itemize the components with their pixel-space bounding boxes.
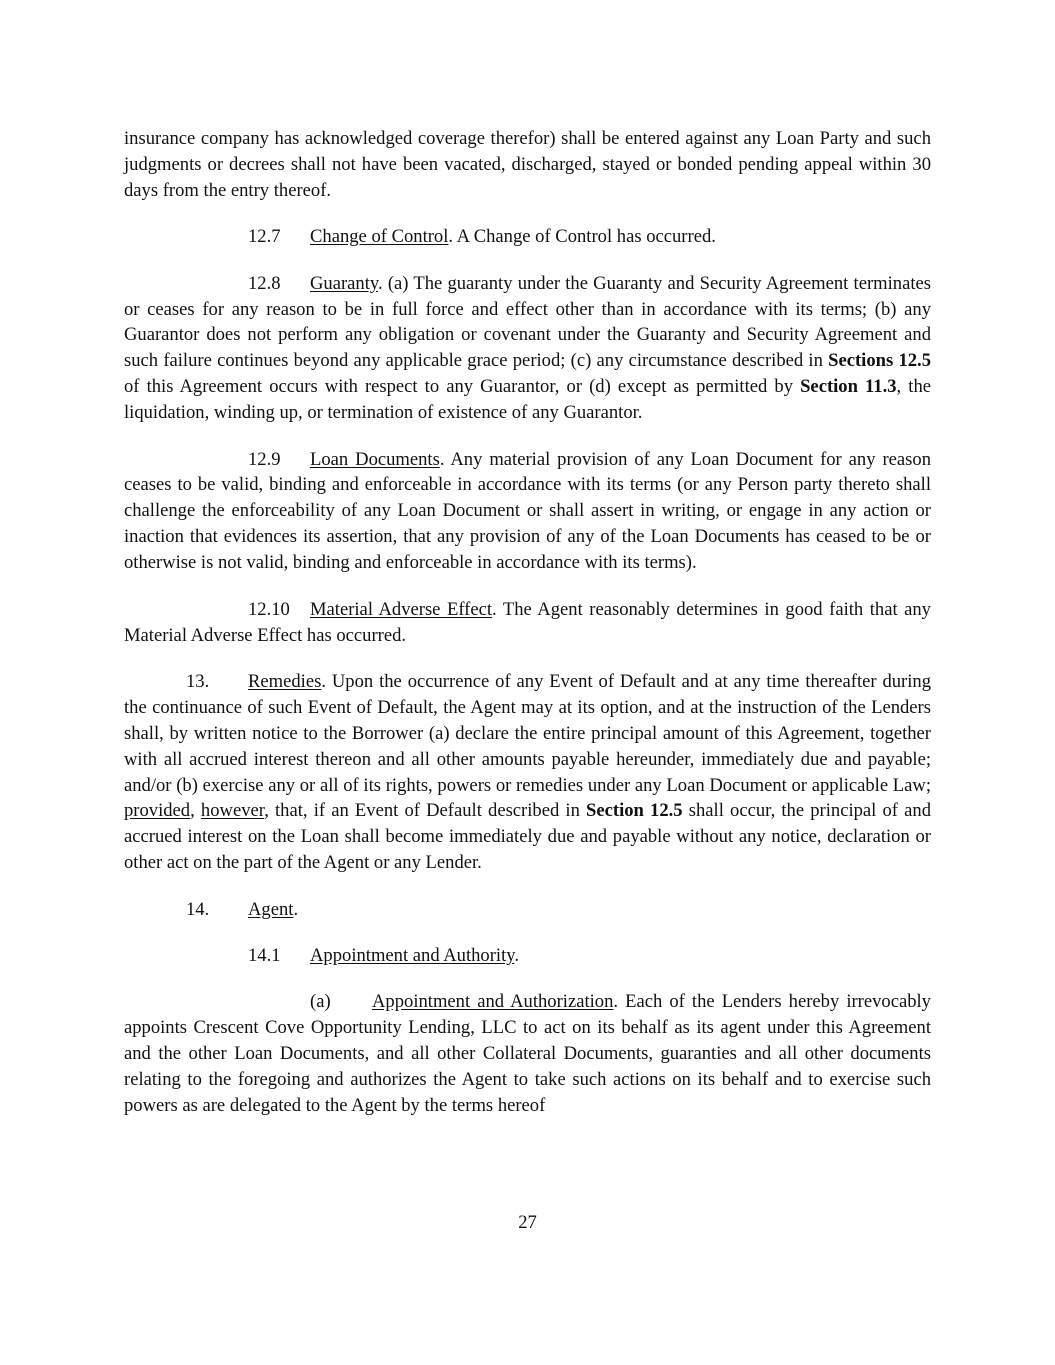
section-heading: Guaranty [310,272,378,294]
paragraph-continuation [124,126,931,204]
section-heading: Appointment and Authorization [372,991,614,1013]
section-heading: Loan Documents [310,448,440,470]
section-number: 14.1 [248,945,281,967]
section-heading: Appointment and Authority [310,945,515,967]
section-heading: Material Adverse Effect [310,598,493,620]
provided-term: provided [124,800,191,822]
section-heading: Agent [248,898,294,920]
section-number: 12.8 [248,272,281,294]
section-heading: Remedies [248,670,322,692]
section-text: of this Agreement occurs with respect to any Guarantor, or (d) except as permitted by [124,376,801,398]
section-14 [124,897,931,923]
section-number: 12.7 [248,226,281,248]
section-heading: Change of Control [310,226,449,248]
cross-reference: Section 11.3 [800,376,897,398]
section-text: . Each of the Lenders hereby irrevocably appoints Crescent Cove Opportunity Lending, LLC to act on its behalf as its agent under this Agreement and the other Loan Documents, and all other Collateral Documents, guaranties and all other documents relating to the foregoing and authorizes the Agent to take such actions on its behalf and to exercise such powers as are delegated to the Agent by the terms hereof [124,991,931,1117]
section-12-8 [124,271,931,426]
section-13 [124,669,931,876]
section-text: , that, if an Event of Default described in [264,800,587,822]
page-number: 27 [518,1212,537,1233]
section-text: . [514,945,519,967]
section-14-1-a [124,989,931,1119]
section-12-10 [124,597,931,649]
section-number: 13. [186,670,210,692]
section-text: , the liquidation, winding up, or termination of existence of any Guarantor. [124,376,931,424]
section-number: 12.10 [248,598,290,620]
section-text: . [293,898,299,920]
section-text: . A Change of Control has occurred. [448,226,716,248]
section-14-1 [124,943,931,969]
section-text: . (a) The guaranty under the Guaranty and Security Agreement terminates or ceases for any reason to be in full force and effect other than in accordance with its terms; (b) any Guarantor does not perform any obligation or covenant under the Guaranty and Security Agreement and such failure continues beyond any applicable grace period; (c) any circumstance described in [124,272,931,372]
document-page [124,126,931,1140]
section-12-9 [124,447,931,577]
cross-reference: Sections 12.5 [828,350,931,372]
section-text: shall occur, the principal of and accrued interest on the Loan shall become immediately due and payable without any notice, declaration or other act on the part of the Agent or any Lender. [124,800,931,874]
cross-reference: Section 12.5 [586,800,683,822]
section-text: . Any material provision of any Loan Document for any reason ceases to be valid, binding and enforceable in accordance with its terms (or any Person party thereto shall challenge the enforceability of any Loan Document or shall assert in writing, or engage in any action or inaction that evidences its assertion, that any provision of any of the Loan Documents has ceased to be or otherwise is not valid, binding and enforceable in accordance with its terms). [124,448,931,574]
section-number: (a) [310,991,331,1013]
section-text: . Upon the occurrence of any Event of Default and at any time thereafter during the continuance of such Event of Default, the Agent may at its option, and at the instruction of the Lenders shall, by written notice to the Borrower (a) declare the entire principal amount of this Agreement, together with all accrued interest thereon and all other amounts payable hereunder, immediately due and payable; and/or (b) exercise any or all of its rights, powers or remedies under any Loan Document or applicable Law; [124,670,931,796]
separator-comma: , [190,800,201,822]
section-number: 14. [186,898,210,920]
section-number: 12.9 [248,448,281,470]
however-term: however [200,800,265,822]
section-text: . The Agent reasonably determines in good faith that any Material Adverse Effect has occurred. [124,598,931,646]
section-12-7 [124,224,931,250]
paragraph-text: insurance company has acknowledged coverage therefor) shall be entered against any Loan Party and such judgments or decrees shall not have been vacated, discharged, stayed or bonded pending appeal within 30 days from the entry thereof. [124,128,931,201]
